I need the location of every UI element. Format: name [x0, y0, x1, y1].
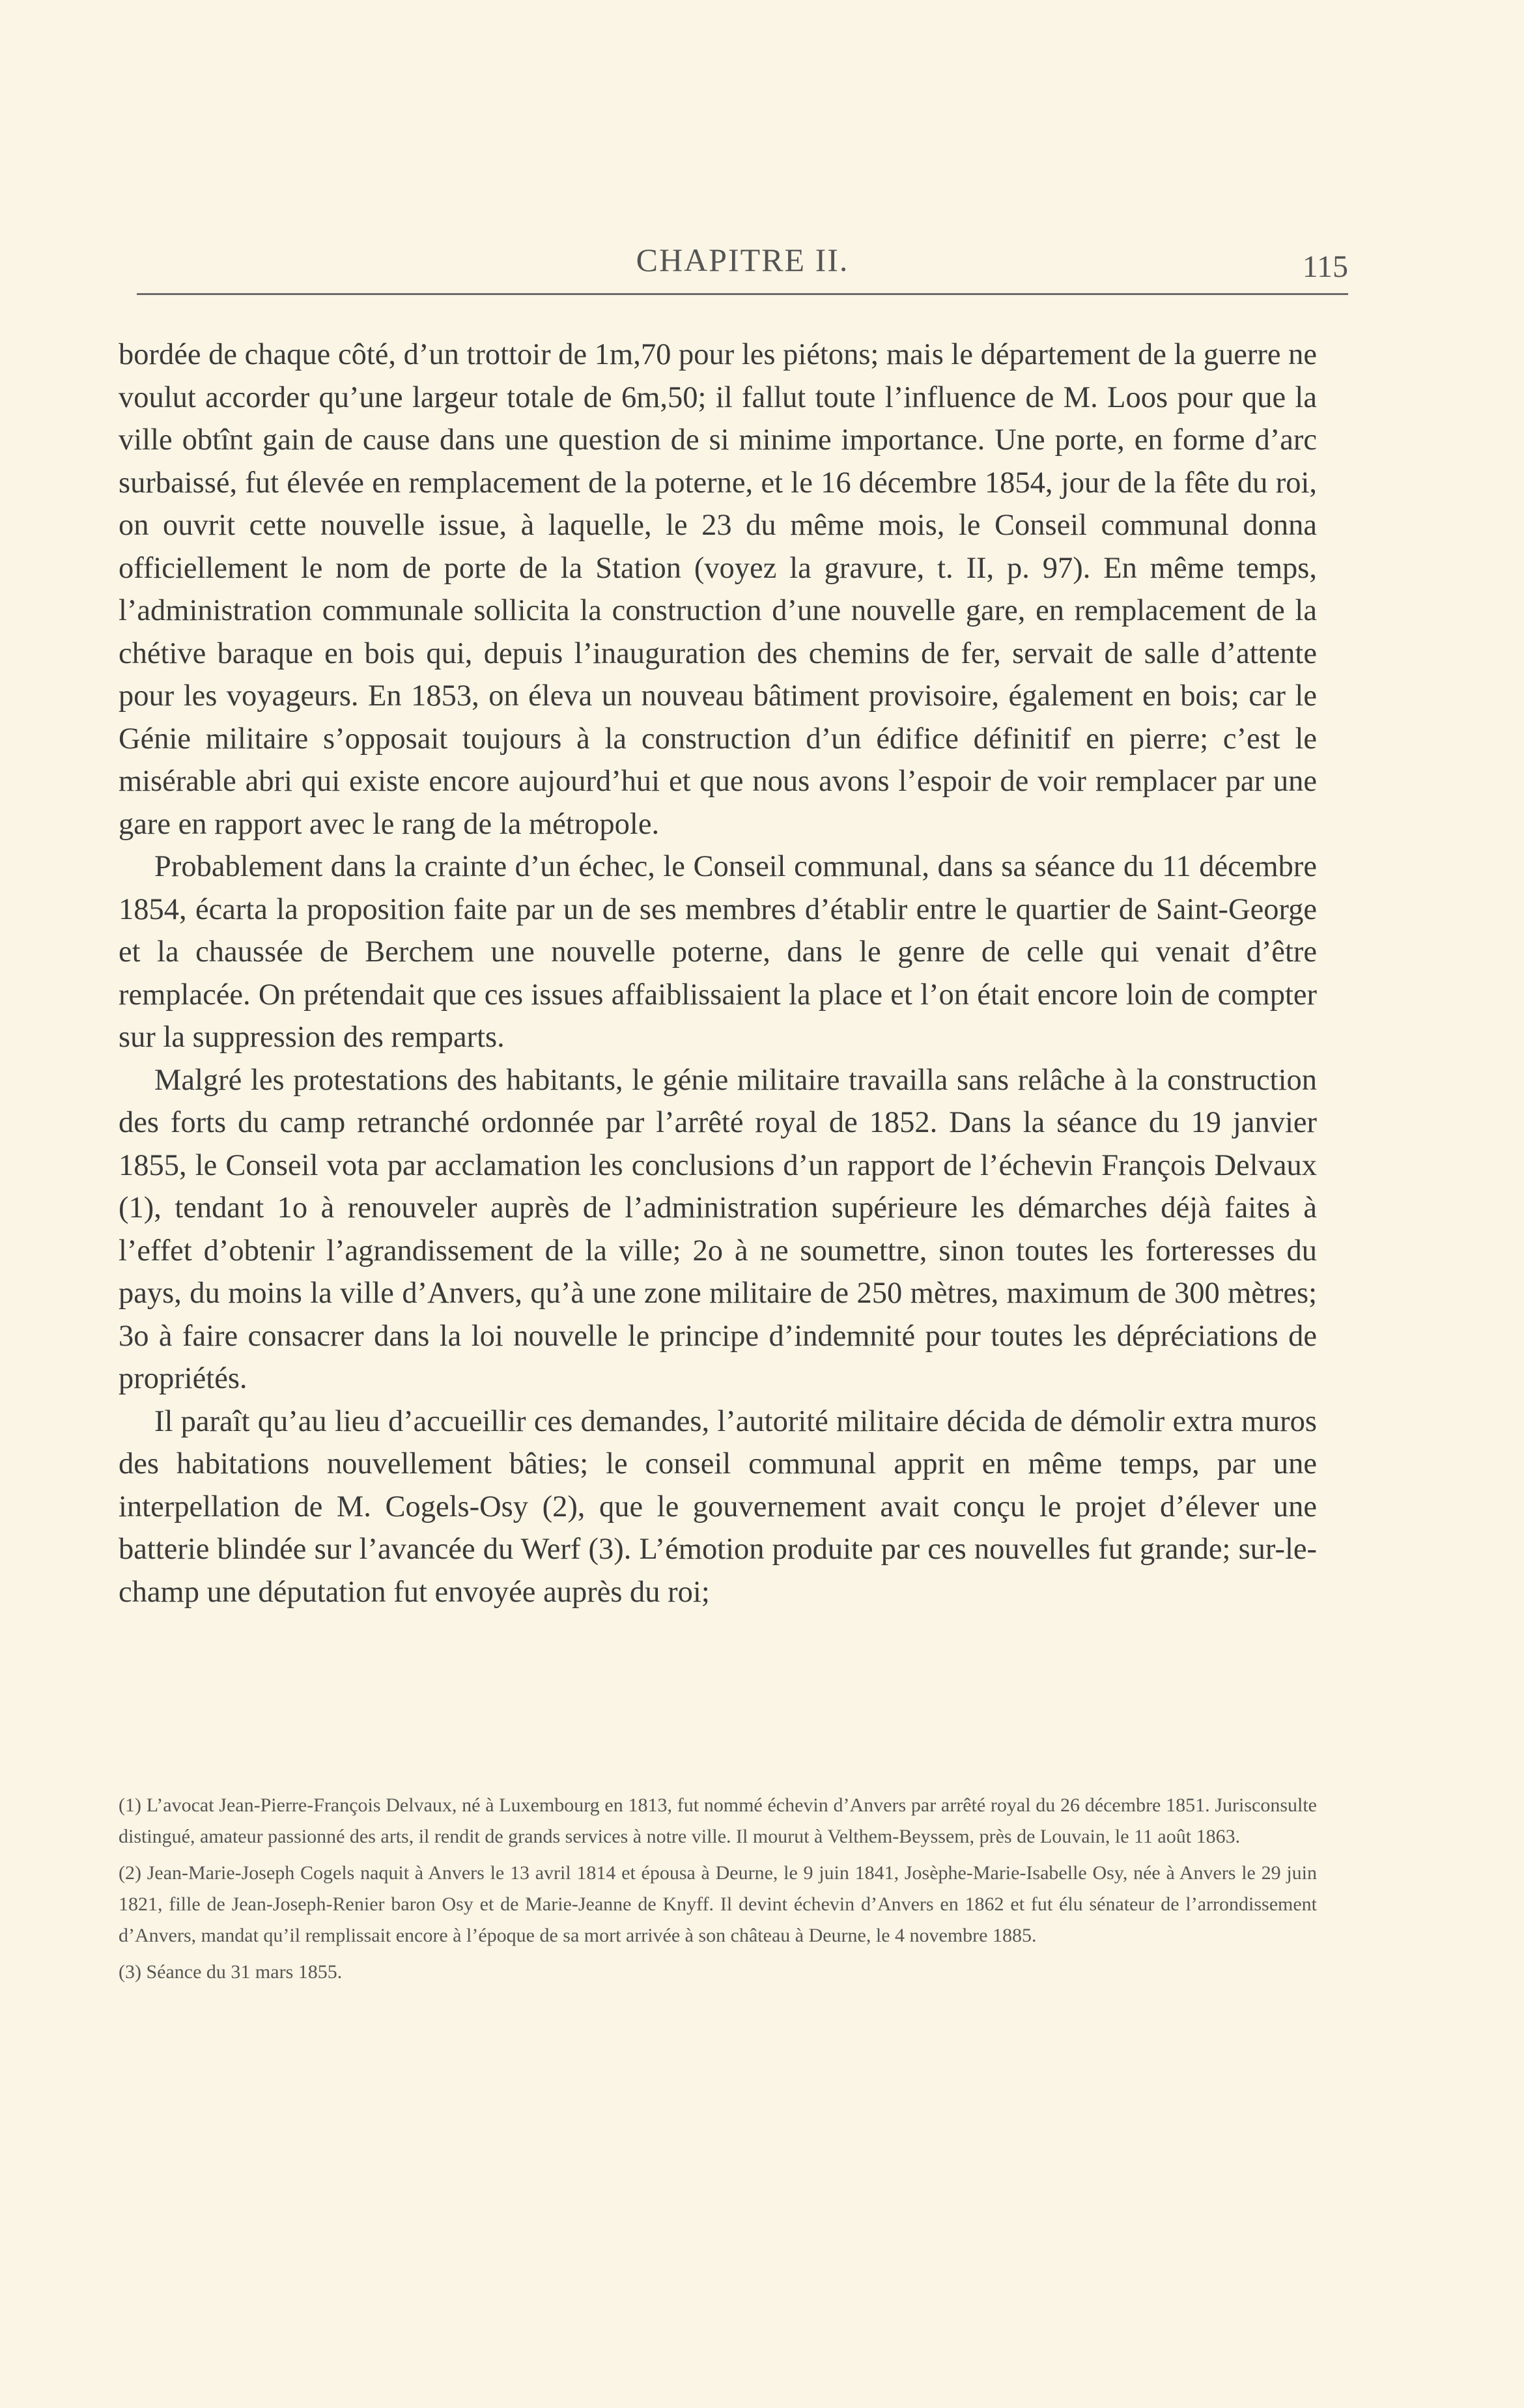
paragraph: Il paraît qu’au lieu d’accueillir ces demandes, l’autorité militaire décida de démolir extra muros des habitations nouvellement bâties; le conseil communal apprit en même temps, par une interpellation de M. Cogels-Osy (2), que le gouvernement avait conçu le projet d’élever une batterie blindée sur l’avancée du Werf (3). L’émotion produite par ces nouvelles fut grande; sur-le-champ une députation fut envoyée auprès du roi;	[119, 1404, 1317, 1609]
paragraph: Malgré les protestations des habitants, le génie militaire travailla sans relâche à la construction des forts du camp retranché ordonnée par l’arrêté royal de 1852. Dans la séance du 19 janvier 1855, le Conseil vota par acclamation les conclusions d’un rapport de l’échevin François Delvaux (1), tendant 1o à renouveler auprès de l’administration supérieure les démarches déjà faites à l’effet d’obtenir l’agrandissement de la ville; 2o à ne soumettre, sinon toutes les forteresses du pays, du moins la ville d’Anvers, qu’à une zone militaire de 250 mètres, maximum de 300 mètres; 3o à faire consacrer dans la loi nouvelle le principe d’indemnité pour toutes les dépréciations de propriétés.	[119, 1063, 1317, 1395]
footnote: (3) Séance du 31 mars 1855.	[119, 1961, 343, 1983]
chapter-title: CHAPITRE II.	[636, 242, 849, 278]
page-number: 115	[1302, 249, 1348, 284]
footnotes	[119, 1790, 1317, 1988]
paragraph: Probablement dans la crainte d’un échec, le Conseil communal, dans sa séance du 11 décembre 1854, écarta la proposition faite par un de ses membres d’établir entre le quartier de Saint-George et la chaussée de Berchem une nouvelle poterne, dans le genre de celle qui venait d’être remplacée. On prétendait que ces issues affaiblissaient la place et l’on était encore loin de compter sur la suppression des remparts.	[119, 850, 1317, 1054]
paragraph: bordée de chaque côté, d’un trottoir de 1m,70 pour les piétons; mais le département de la guerre ne voulut accorder qu’une largeur totale de 6m,50; il fallut toute l’influence de M. Loos pour que la ville obtînt gain de cause dans une question de si minime importance. Une porte, en forme d’arc surbaissé, fut élevée en remplacement de la poterne, et le 16 décembre 1854, jour de la fête du roi, on ouvrit cette nouvelle issue, à laquelle, le 23 du même mois, le Conseil communal donna officiellement le nom de porte de la Station (voyez la gravure, t. II, p. 97). En même temps, l’administration communale sollicita la construction d’une nouvelle gare, en remplacement de la chétive baraque en bois qui, depuis l’inauguration des chemins de fer, servait de salle d’attente pour les voyageurs. En 1853, on éleva un nouveau bâtiment provisoire, également en bois; car le Génie militaire s’opposait toujours à la construction d’un édifice définitif en pierre; c’est le misérable abri qui existe encore aujourd’hui et que nous avons l’espoir de voir remplacer par une gare en rapport avec le rang de la métropole.	[119, 338, 1317, 841]
body-text	[119, 333, 1317, 1613]
footnote: (1) L’avocat Jean-Pierre-François Delvaux, né à Luxembourg en 1813, fut nommé échevin d’Anvers par arrêté royal du 26 décembre 1851. Jurisconsulte distingué, amateur passionné des arts, il rendit de grands services à notre ville. Il mourut à Velthem-Beyssem, près de Louvain, le 11 août 1863.	[119, 1794, 1317, 1847]
footnote: (2) Jean-Marie-Joseph Cogels naquit à Anvers le 13 avril 1814 et épousa à Deurne, le 9 juin 1841, Josèphe-Marie-Isabelle Osy, née à Anvers le 29 juin 1821, fille de Jean-Joseph-Renier baron Osy et de Marie-Jeanne de Knyff. Il devint échevin d’Anvers en 1862 et fut élu sénateur de l’arrondissement d’Anvers, mandat qu’il remplissait encore à l’époque de sa mort arrivée à son château à Deurne, le 4 novembre 1885.	[119, 1862, 1317, 1946]
running-head	[137, 241, 1348, 295]
